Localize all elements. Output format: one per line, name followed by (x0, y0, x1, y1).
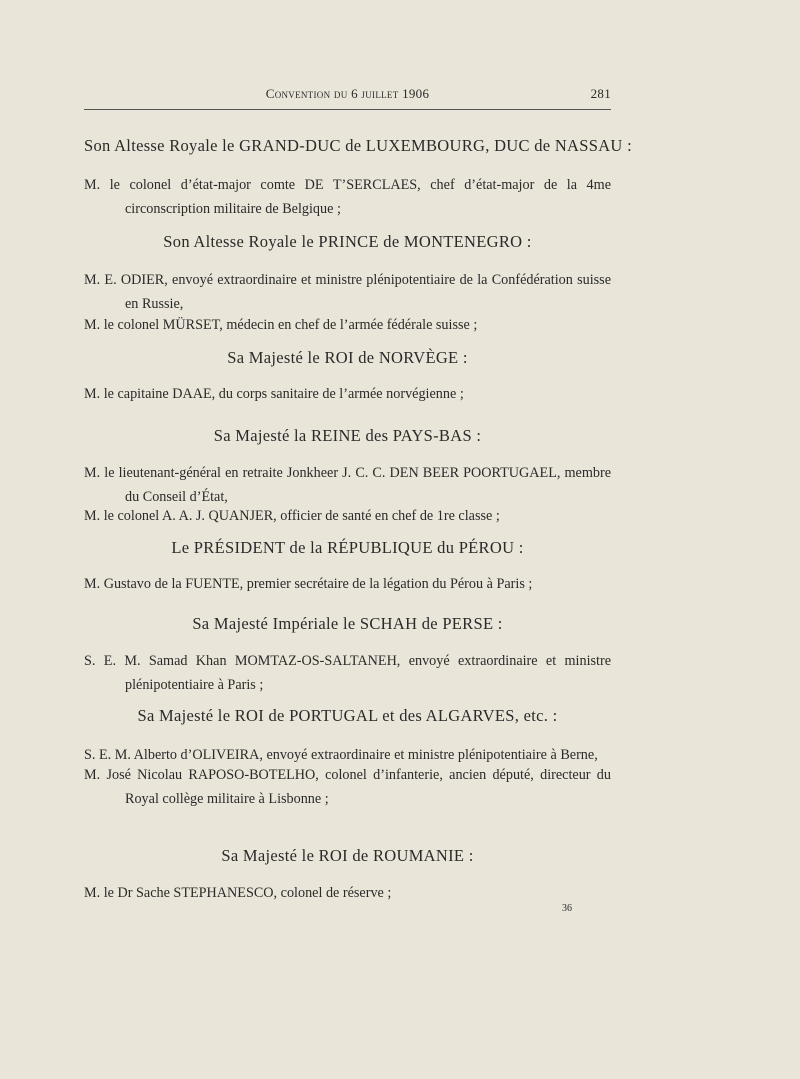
delegate-entry: M. le colonel d’état-major comte DE T’SERCLAES, chef d’état-major de la 4me circonscription militaire de Belgique ; (84, 177, 611, 217)
delegate-entry: M. le Dr Sache STEPHANESCO, colonel de réserve ; (84, 885, 392, 901)
delegate-entry: M. E. ODIER, envoyé extraordinaire et ministre plénipotentiaire de la Confédération suisse en Russie, (84, 272, 611, 312)
section-heading: Sa Majesté le ROI de NORVÈGE : (227, 348, 468, 367)
section-heading: Son Altesse Royale le PRINCE de MONTENEGRO : (163, 232, 532, 251)
header-rule (84, 109, 611, 110)
section-heading: Sa Majesté le ROI de ROUMANIE : (221, 846, 474, 865)
page-header (84, 86, 611, 106)
section-heading: Son Altesse Royale le GRAND-DUC de LUXEMBOURG, DUC de NASSAU : (84, 136, 632, 155)
section-perse (84, 614, 611, 697)
delegate-entry: M. le colonel MÜRSET, médecin en chef de l’armée fédérale suisse ; (84, 317, 478, 333)
section-heading: Sa Majesté Impériale le SCHAH de PERSE : (192, 614, 503, 633)
section-montenegro (84, 232, 611, 337)
page-number: 281 (590, 86, 611, 101)
signature-mark: 36 (562, 903, 572, 914)
delegate-entry: S. E. M. Alberto d’OLIVEIRA, envoyé extraordinaire et ministre plénipotentiaire à Berne, (84, 747, 598, 763)
section-norvege (84, 348, 611, 406)
delegate-entry: M. Gustavo de la FUENTE, premier secrétaire de la légation du Pérou à Paris ; (84, 576, 533, 592)
delegate-entry: M. le colonel A. A. J. QUANJER, officier de santé en chef de 1re classe ; (84, 508, 500, 524)
running-title: Convention du 6 juillet 1906 (265, 86, 430, 101)
section-heading: Le PRÉSIDENT de la RÉPUBLIQUE du PÉROU : (171, 538, 524, 557)
delegate-entry: M. le lieutenant-général en retraite Jonkheer J. C. C. DEN BEER POORTUGAEL, membre du Conseil d’État, (84, 465, 611, 505)
section-heading: Sa Majesté la REINE des PAYS-BAS : (213, 426, 482, 445)
section-perou (84, 538, 611, 596)
section-roumanie (84, 846, 611, 905)
section-luxembourg (84, 136, 632, 221)
section-heading: Sa Majesté le ROI de PORTUGAL et des ALGARVES, etc. : (137, 706, 558, 725)
delegate-entry: M. le capitaine DAAE, du corps sanitaire de l’armée norvégienne ; (84, 386, 464, 402)
section-pays-bas (84, 426, 611, 528)
delegate-entry: S. E. M. Samad Khan MOMTAZ-OS-SALTANEH, envoyé extraordinaire et ministre plénipotentiaire à Paris ; (84, 653, 611, 693)
section-portugal (84, 706, 611, 811)
delegate-entry: M. José Nicolau RAPOSO-BOTELHO, colonel d’infanterie, ancien député, directeur du Royal collège militaire à Lisbonne ; (84, 767, 611, 807)
